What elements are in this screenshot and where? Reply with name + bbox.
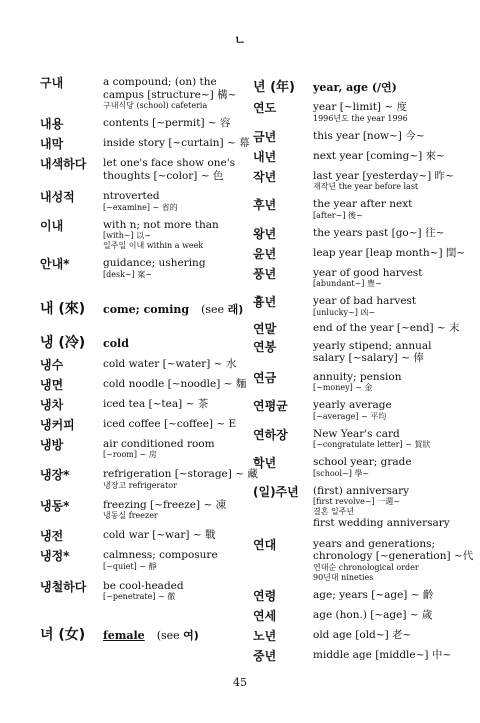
definition-line: 연대순 chronological order: [313, 562, 419, 572]
definition-line: be cool-headed: [103, 579, 184, 592]
definition-line: [~quiet] ~ 靜: [103, 561, 157, 571]
entry-definition: [103, 468, 258, 491]
entry-headword: 냉철하다: [40, 579, 87, 594]
entry-headword: 연평균: [253, 399, 288, 413]
entry-definition: [103, 549, 250, 572]
definition-line: [after~] 後~: [313, 210, 363, 220]
dictionary-entry: [40, 549, 250, 572]
dictionary-entry: [253, 150, 470, 164]
dictionary-entry: [253, 101, 470, 124]
definition-line: ntroverted: [103, 190, 160, 202]
dictionary-entry: [253, 485, 470, 530]
entry-headword: 냉동*: [40, 498, 70, 513]
definition-line: cold water [~water] ~ 水: [103, 357, 237, 370]
entry-definition: [103, 117, 250, 130]
entry-headword: 작년: [253, 169, 277, 184]
entry-headword: 연금: [253, 370, 277, 385]
entry-definition: [103, 76, 250, 111]
definition-line: [~penetrate] ~ 徹: [103, 592, 176, 601]
entry-headword: 연하장: [253, 427, 288, 442]
dictionary-entry: [253, 130, 470, 144]
entry-definition: [103, 157, 250, 182]
entry-headword: 윤년: [253, 246, 277, 261]
dictionary-entry: [40, 438, 250, 461]
dictionary-entry: [40, 137, 250, 151]
entry-definition: [313, 130, 470, 143]
definition-line: leap year [leap month~] 閏~: [313, 246, 466, 259]
dictionary-entry: [253, 247, 470, 261]
definition-line: old age [old~] 老~: [313, 628, 412, 641]
entry-definition: [313, 399, 470, 422]
entry-headword: 냉면: [40, 377, 64, 392]
definition-line: chronology [~generation] ~代: [313, 550, 474, 562]
entry-definition: [313, 609, 470, 622]
definition-line: middle age [middle~] 中~: [313, 648, 452, 661]
dictionary-entry: [253, 170, 470, 193]
entry-headword: 냉정*: [40, 549, 70, 563]
entry-definition: [313, 485, 470, 530]
dictionary-entry: [40, 378, 250, 392]
entry-definition: [103, 398, 250, 411]
definition-line: a compound; (on) the: [103, 76, 217, 88]
definition-line: 냉장고 refrigerator: [103, 480, 177, 490]
entry-headword: 금년: [253, 129, 277, 144]
dictionary-entry: [40, 499, 250, 522]
definition-line: [unlucky~] 凶~: [313, 307, 376, 317]
definition-line: year of good harvest: [313, 266, 423, 279]
dictionary-entry: [40, 219, 250, 252]
definition-line: [~examine] ~ 省的: [103, 202, 178, 212]
definition-line: 재작년 the year before last: [313, 182, 419, 191]
entry-headword: 구내: [40, 76, 64, 90]
entry-headword: 냉전: [40, 529, 64, 543]
dictionary-entry: [40, 358, 250, 372]
right-column: [253, 76, 474, 663]
dictionary-entry: [40, 117, 250, 131]
entry-headword: 냉커피: [40, 417, 75, 432]
definition-line: contents [~permit] ~ 容: [103, 117, 231, 129]
definition-line: 결혼 일주년: [313, 507, 355, 516]
entry-definition: [313, 198, 470, 221]
dictionary-entry: [40, 190, 250, 213]
section-heading: [40, 624, 250, 644]
section-heading: [40, 298, 250, 318]
cross-reference-label: (see: [201, 302, 228, 316]
dictionary-entry: [40, 418, 250, 432]
entry-definition: [103, 219, 250, 252]
definition-line: campus [structure~] 構~: [103, 88, 237, 101]
definition-line: refrigeration [~storage] ~ 藏: [103, 468, 258, 480]
dictionary-entry: [40, 529, 250, 543]
definition-line: next year [coming~] 來~: [313, 149, 445, 162]
definition-line: this year [now~] 今~: [313, 129, 425, 142]
dictionary-entry: [253, 267, 470, 290]
dictionary-entry: [253, 340, 470, 365]
definition-line: cold war [~war] ~ 戰: [103, 529, 216, 541]
definition-line: first wedding anniversary: [313, 517, 450, 529]
entry-headword: 노년: [253, 628, 277, 643]
section-headword: 내 (來): [40, 300, 86, 317]
definition-line: air conditioned room: [103, 437, 215, 450]
definition-line: iced coffee [~coffee] ~ E: [103, 417, 237, 430]
dictionary-entry: [253, 428, 470, 451]
entry-headword: 내성적: [40, 190, 75, 204]
dictionary-entry: [253, 295, 470, 318]
section-heading: [40, 332, 250, 352]
dictionary-entry: [253, 609, 470, 623]
definition-line: year of bad harvest: [313, 295, 417, 307]
entry-definition: [103, 137, 250, 150]
definition-line: guidance; ushering: [103, 257, 206, 269]
entry-definition: [313, 170, 470, 193]
entry-definition: [313, 589, 470, 602]
entry-headword: 연말: [253, 321, 277, 336]
entry-definition: [313, 101, 470, 124]
dictionary-entry: [40, 76, 250, 111]
definition-line: [~congratulate letter] ~ 賀狀: [313, 440, 431, 449]
definition-line: thoughts [~color] ~ 色: [103, 169, 224, 182]
definition-line: 일주일 이내 within a week: [103, 241, 204, 250]
definition-line: 구내식당 (school) cafeteria: [103, 101, 208, 110]
definition-line: New Year's card: [313, 427, 400, 440]
entry-definition: [313, 227, 470, 240]
cross-reference-word: 래): [227, 302, 244, 316]
entry-definition: [103, 418, 250, 431]
definition-line: with n; not more than: [103, 218, 219, 231]
entry-headword: 내막: [40, 137, 64, 151]
cross-reference: [157, 627, 199, 643]
entry-headword: 풍년: [253, 266, 277, 281]
dictionary-entry: [253, 629, 470, 643]
definition-line: [school~] 學~: [313, 468, 370, 478]
definition-line: school year; grade: [313, 456, 412, 468]
entry-headword: 연령: [253, 588, 277, 603]
definition-line: inside story [~curtain] ~ 幕: [103, 137, 250, 149]
definition-line: the years past [go~] 往~: [313, 226, 445, 239]
entry-definition: [103, 438, 250, 461]
entry-definition: [313, 150, 470, 163]
dictionary-entry: [253, 198, 470, 221]
cross-reference: [201, 301, 243, 317]
definition-line: 1996년도 the year 1996: [313, 113, 408, 123]
dictionary-entry: [40, 580, 250, 603]
entry-headword: 연대: [253, 537, 277, 552]
dictionary-entry: [40, 468, 258, 491]
entry-headword: 연봉: [253, 339, 277, 354]
entry-definition: [313, 247, 470, 260]
section-headword: 녀 (女): [40, 627, 86, 643]
dictionary-entry: [253, 371, 470, 394]
entry-definition: [103, 378, 250, 391]
definition-line: the year after next: [313, 198, 413, 210]
entry-headword: (일)주년: [253, 484, 299, 499]
cross-reference-label: (see: [156, 629, 184, 642]
definition-line: age (hon.) [~age] ~ 歲: [313, 608, 433, 621]
definition-line: cold noodle [~noodle] ~ 麵: [103, 377, 247, 390]
definition-line: yearly stipend; annual: [313, 339, 432, 352]
entry-headword: 연도: [253, 101, 277, 115]
definition-line: [abundant~] 豊~: [313, 279, 382, 288]
definition-line: annuity; pension: [313, 370, 402, 383]
entry-definition: [103, 190, 250, 213]
entry-definition: [103, 499, 250, 522]
definition-line: [~room] ~ 房: [103, 450, 157, 459]
definition-line: salary [~salary] ~ 俸: [313, 352, 424, 364]
definition-line: freezing [~freeze] ~ 凍: [103, 498, 227, 511]
entry-headword: 내색하다: [40, 157, 87, 171]
definition-line: [with~] 以~: [103, 231, 151, 240]
definition-line: yearly average: [313, 399, 392, 411]
cross-reference-word: 여): [183, 629, 199, 642]
dictionary-entry: [253, 589, 470, 603]
entry-definition: [103, 529, 250, 542]
entry-definition: [313, 322, 470, 335]
definition-line: [~average] ~ 平均: [313, 411, 387, 421]
definition-line: calmness; composure: [103, 549, 218, 561]
dictionary-entry: [253, 399, 470, 422]
definition-line: (first) anniversary: [313, 484, 410, 497]
definition-line: iced tea [~tea] ~ 茶: [103, 397, 209, 410]
definition-line: end of the year [~end] ~ 末: [313, 321, 460, 334]
entry-headword: 안내*: [40, 257, 70, 271]
entry-definition: [313, 371, 470, 394]
entry-headword: 후년: [253, 198, 277, 212]
entry-headword: 내년: [253, 149, 277, 164]
entry-headword: 냉방: [40, 437, 64, 452]
entry-headword: 냉차: [40, 397, 64, 412]
definition-line: let one's face show one's: [103, 157, 235, 169]
definition-line: years and generations;: [313, 537, 436, 550]
entry-headword: 내용: [40, 117, 64, 131]
definition-line: [desk~] 案~: [103, 269, 152, 279]
dictionary-entry: [253, 537, 474, 583]
entry-headword: 학년: [253, 456, 277, 470]
entry-definition: [313, 295, 470, 318]
entry-definition: [313, 629, 470, 642]
entry-headword: 냉수: [40, 357, 64, 372]
definition-line: 90년대 nineties: [313, 572, 374, 582]
section-heading: [253, 76, 470, 95]
entry-definition: [103, 580, 250, 603]
definition-line: [first revolve~] 一週~: [313, 497, 400, 506]
dictionary-entry: [253, 456, 470, 479]
dictionary-entry: [40, 398, 250, 412]
entry-definition: [313, 649, 470, 662]
entry-definition: [313, 456, 470, 479]
section-definition: year, age (/연): [313, 81, 397, 94]
section-definition: come; coming: [103, 302, 190, 316]
entry-headword: 이내: [40, 218, 64, 233]
entry-definition: [313, 428, 470, 451]
dictionary-entry: [253, 227, 470, 241]
page-number: 45: [233, 676, 247, 689]
section-headword: 년 (年): [253, 80, 295, 95]
dictionary-entry: [40, 157, 250, 182]
entry-definition: [103, 257, 250, 280]
entry-definition: [313, 267, 470, 290]
definition-line: last year [yesterday~] 昨~: [313, 169, 454, 182]
definition-line: age; years [~age] ~ 齡: [313, 588, 434, 601]
entry-headword: 중년: [253, 648, 277, 663]
entry-definition: [313, 340, 470, 365]
entry-headword: 왕년: [253, 226, 277, 241]
section-definition: female: [103, 629, 145, 642]
dictionary-entry: [253, 649, 470, 663]
definition-line: year [~limit] ~ 度: [313, 101, 407, 113]
definition-line: 냉동실 freezer: [103, 511, 158, 520]
definition-line: [~money] ~ 金: [313, 383, 373, 392]
dictionary-entry: [40, 257, 250, 280]
entry-headword: 흉년: [253, 295, 277, 309]
dictionary-entry: [253, 322, 470, 336]
entry-definition: [103, 358, 250, 371]
entry-headword: 냉장*: [40, 468, 70, 482]
entry-definition: [313, 538, 473, 583]
section-definition: cold: [103, 336, 129, 350]
left-column: [40, 76, 258, 644]
section-headword: 냉 (冷): [40, 334, 86, 351]
page-header-letter: ㄴ: [234, 33, 246, 47]
entry-headword: 연세: [253, 608, 277, 623]
